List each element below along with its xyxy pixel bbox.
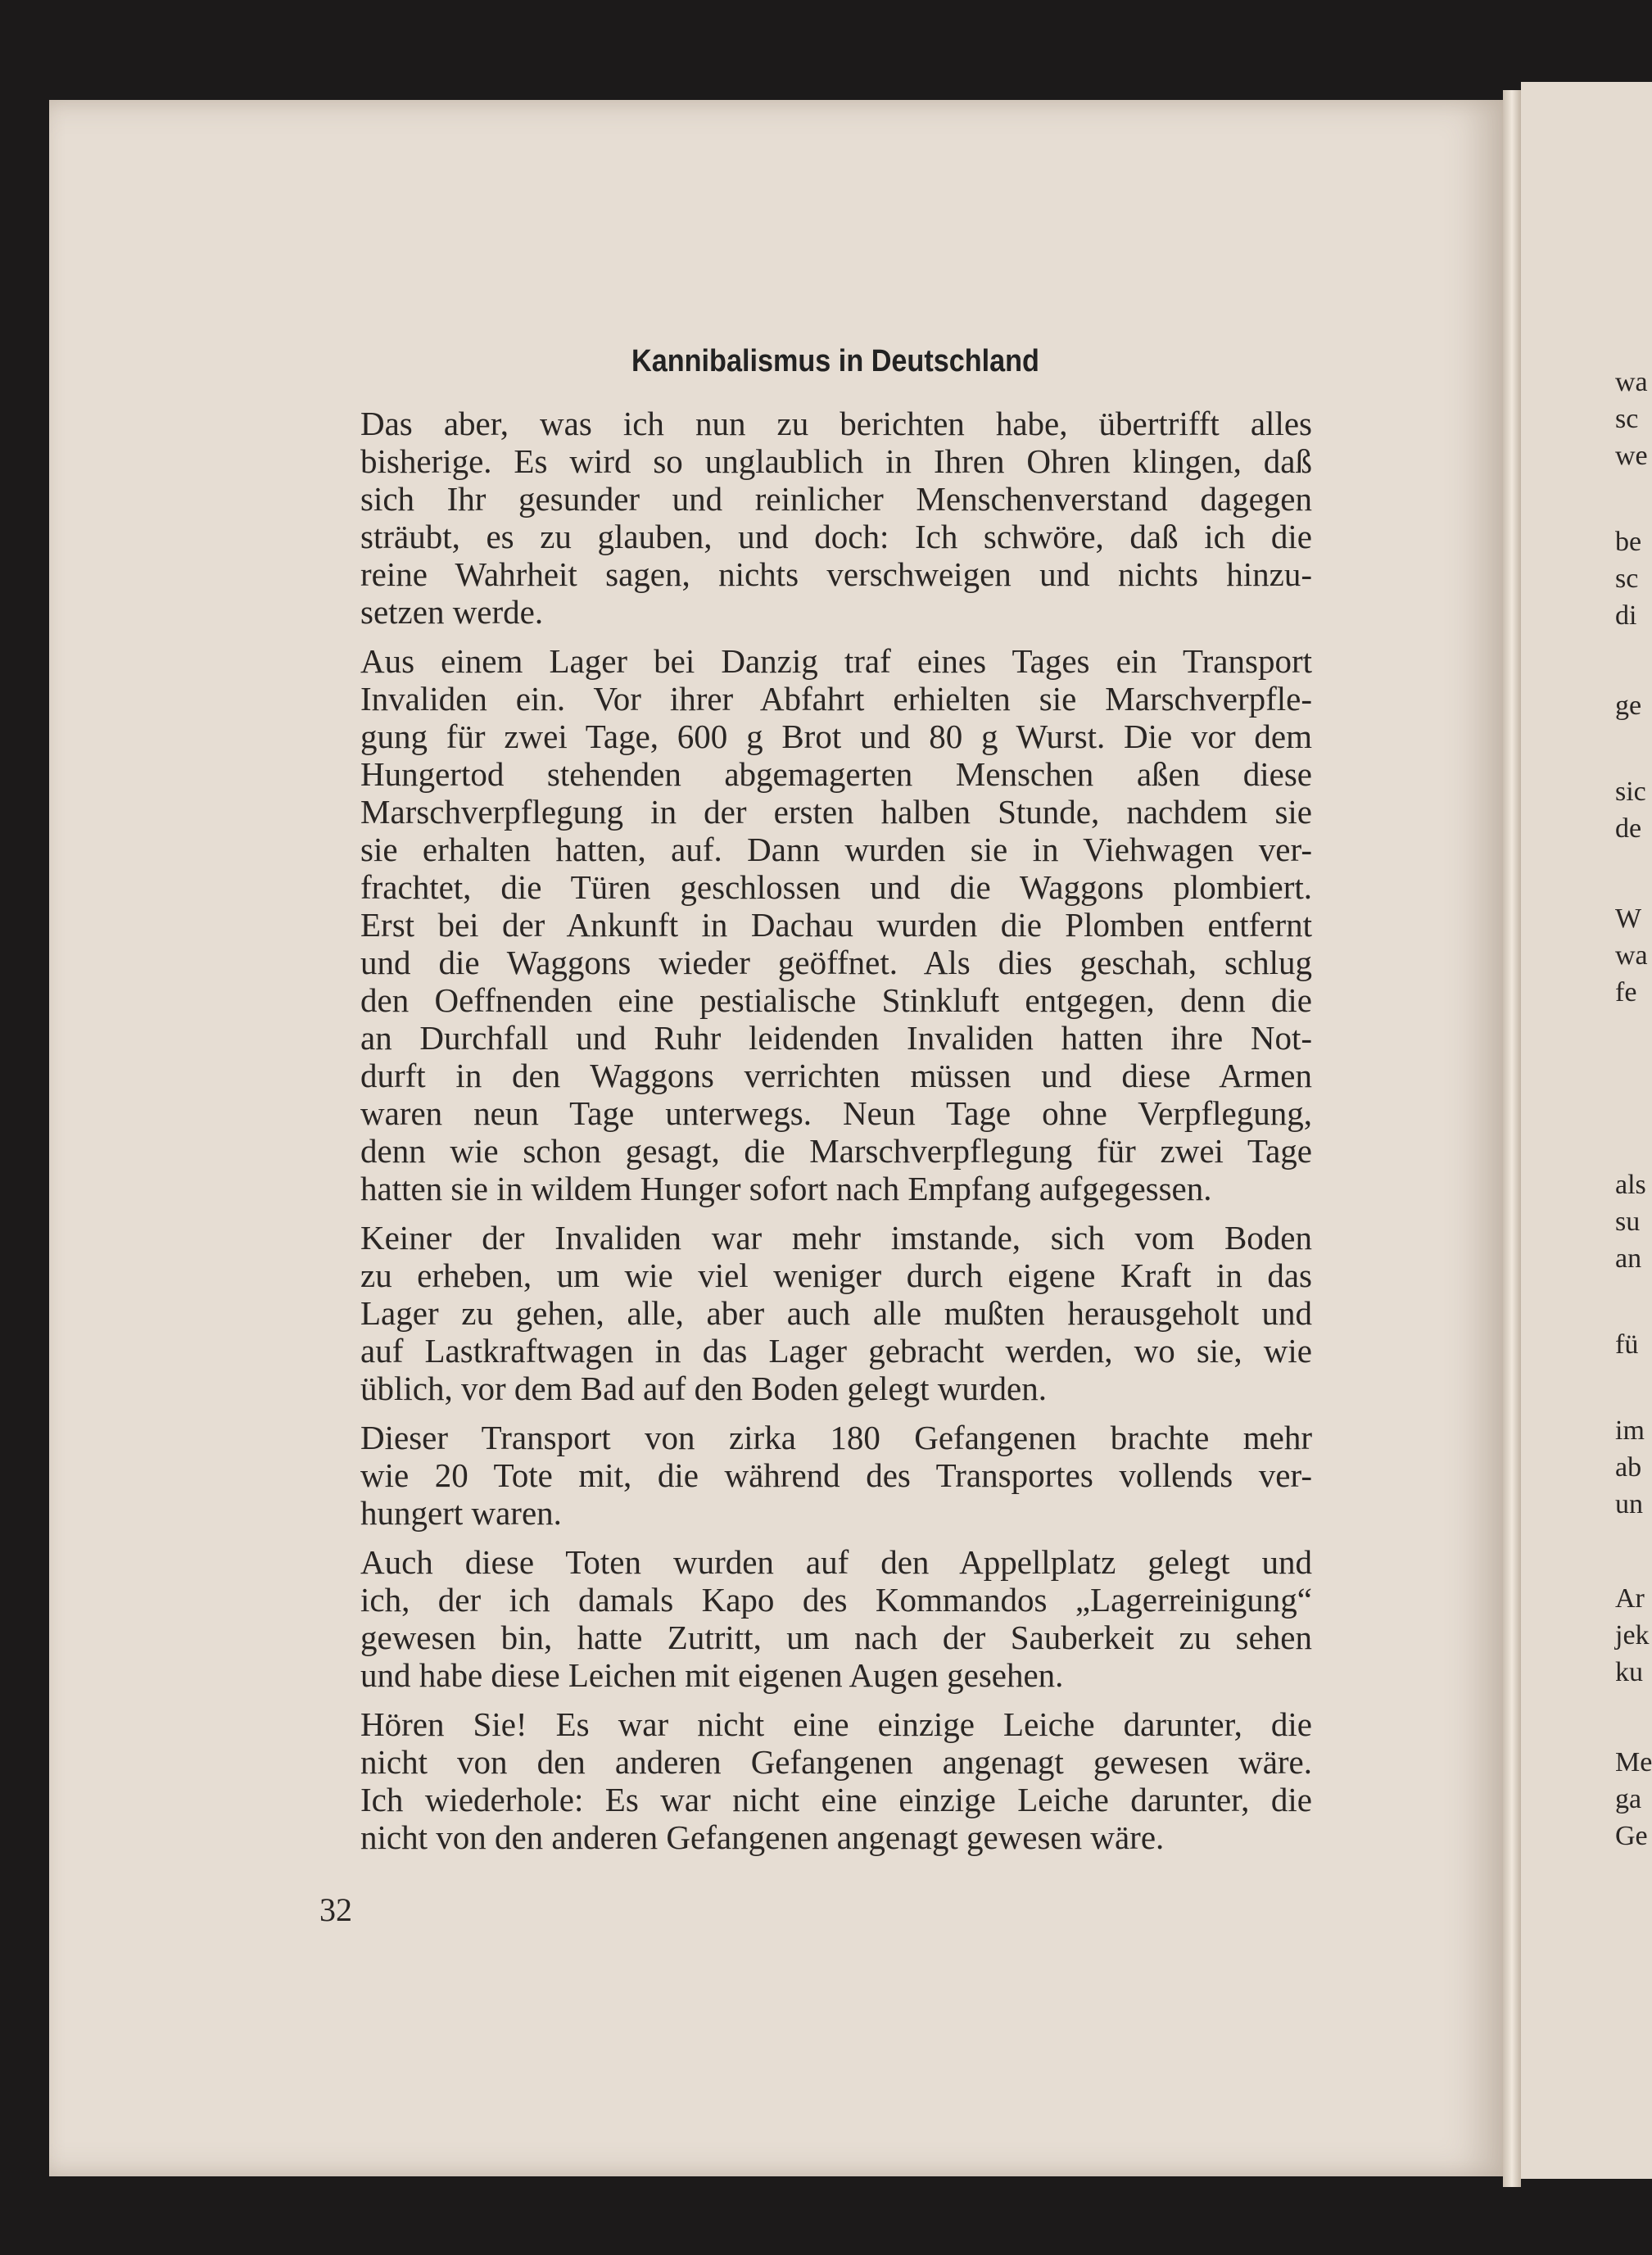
facing-page-text: ga bbox=[1615, 1784, 1642, 1814]
text-line: setzen werde. bbox=[360, 593, 544, 631]
text-line: an Durchfall und Ruhr leidenden Invaliden hatten ihre Not- bbox=[360, 1019, 1312, 1057]
facing-page-text: sic bbox=[1615, 777, 1646, 807]
facing-page-text: su bbox=[1615, 1207, 1641, 1237]
paragraph bbox=[360, 642, 1312, 1207]
facing-page-text: we bbox=[1615, 441, 1648, 471]
facing-page-text: Ge bbox=[1615, 1821, 1648, 1851]
book-spine bbox=[1503, 90, 1521, 2187]
text-line: Auch diese Toten wurden auf den Appellplatz gelegt und bbox=[360, 1543, 1312, 1581]
text-line: Invaliden ein. Vor ihrer Abfahrt erhielten sie Marschverpfle- bbox=[360, 680, 1312, 718]
facing-page-text: sc bbox=[1615, 404, 1639, 434]
facing-page-text: ge bbox=[1615, 691, 1642, 721]
text-line: sträubt, es zu glauben, und doch: Ich schwöre, daß ich die bbox=[360, 518, 1312, 555]
facing-page-text: als bbox=[1615, 1170, 1646, 1200]
facing-page-text: ku bbox=[1615, 1657, 1643, 1687]
text-line: Ich wiederhole: Es war nicht eine einzige Leiche darunter, die bbox=[360, 1781, 1312, 1818]
paragraph bbox=[360, 1543, 1312, 1694]
text-line: Erst bei der Ankunft in Dachau wurden die Plomben entfernt bbox=[360, 906, 1312, 944]
text-line: Marschverpflegung in der ersten halben Stunde, nachdem sie bbox=[360, 793, 1312, 831]
page-number: 32 bbox=[319, 1891, 352, 1928]
paragraph bbox=[360, 1705, 1312, 1856]
text-line: nicht von den anderen Gefangenen angenagt gewesen wäre. bbox=[360, 1743, 1312, 1781]
text-line: sich Ihr gesunder und reinlicher Menschenverstand dagegen bbox=[360, 480, 1312, 518]
text-line: Hören Sie! Es war nicht eine einzige Leiche darunter, die bbox=[360, 1705, 1312, 1743]
text-line: Hungertod stehenden abgemagerten Menschen aßen diese bbox=[360, 755, 1312, 793]
facing-page-text: Ar bbox=[1615, 1583, 1645, 1614]
facing-page-text: jek bbox=[1615, 1620, 1650, 1650]
facing-page-text: fe bbox=[1615, 977, 1637, 1008]
facing-page-text: wa bbox=[1615, 940, 1648, 971]
text-line: gewesen bin, hatte Zutritt, um nach der Sauberkeit zu sehen bbox=[360, 1619, 1312, 1656]
text-line: den Oeffnenden eine pestialische Stinkluft entgegen, denn die bbox=[360, 981, 1312, 1019]
text-line: zu erheben, um wie viel weniger durch eigene Kraft in das bbox=[360, 1257, 1312, 1294]
text-line: und die Waggons wieder geöffnet. Als dies geschah, schlug bbox=[360, 944, 1312, 981]
text-line: bisherige. Es wird so unglaublich in Ihren Ohren klingen, daß bbox=[360, 442, 1312, 480]
text-line: hungert waren. bbox=[360, 1494, 562, 1532]
facing-page-text: W bbox=[1615, 903, 1642, 934]
text-line: sie erhalten hatten, auf. Dann wurden sie in Viehwagen ver- bbox=[360, 831, 1312, 868]
text-line: auf Lastkraftwagen in das Lager gebracht werden, wo sie, wie bbox=[360, 1332, 1312, 1370]
facing-page-text: im bbox=[1615, 1415, 1645, 1446]
facing-page-text: be bbox=[1615, 527, 1642, 557]
facing-page-text: fü bbox=[1615, 1329, 1639, 1360]
text-line: denn wie schon gesagt, die Marschverpflegung für zwei Tage bbox=[360, 1132, 1312, 1170]
facing-page-text: de bbox=[1615, 813, 1642, 844]
text-line: Dieser Transport von zirka 180 Gefangenen brachte mehr bbox=[360, 1419, 1312, 1456]
text-line: hatten sie in wildem Hunger sofort nach Empfang aufgegessen. bbox=[360, 1170, 1212, 1207]
text-line: reine Wahrheit sagen, nichts verschweigen und nichts hinzu- bbox=[360, 555, 1312, 593]
text-line: wie 20 Tote mit, die während des Transportes vollends ver- bbox=[360, 1456, 1312, 1494]
text-line: Aus einem Lager bei Danzig traf eines Tages ein Transport bbox=[360, 642, 1312, 680]
text-line: Keiner der Invaliden war mehr imstande, sich vom Boden bbox=[360, 1219, 1312, 1257]
facing-page-text: un bbox=[1615, 1489, 1643, 1519]
text-line: Lager zu gehen, alle, aber auch alle mußten herausgeholt und bbox=[360, 1294, 1312, 1332]
text-line: nicht von den anderen Gefangenen angenagt gewesen wäre. bbox=[360, 1818, 1165, 1856]
text-line: Das aber, was ich nun zu berichten habe, übertrifft alles bbox=[360, 405, 1312, 442]
paragraph bbox=[360, 405, 1312, 631]
facing-page-text: an bbox=[1615, 1243, 1642, 1274]
text-line: ich, der ich damals Kapo des Kommandos „Lagerreinigung“ bbox=[360, 1581, 1312, 1619]
text-line: gung für zwei Tage, 600 g Brot und 80 g Wurst. Die vor dem bbox=[360, 718, 1312, 755]
text-line: frachtet, die Türen geschlossen und die Waggons plombiert. bbox=[360, 868, 1312, 906]
paragraph bbox=[360, 1219, 1312, 1407]
facing-page-text: di bbox=[1615, 600, 1637, 631]
text-line: waren neun Tage unterwegs. Neun Tage ohne Verpflegung, bbox=[360, 1094, 1312, 1132]
paragraph bbox=[360, 1419, 1312, 1532]
facing-page-text: ab bbox=[1615, 1452, 1642, 1483]
text-line: durft in den Waggons verrichten müssen und diese Armen bbox=[360, 1057, 1312, 1094]
facing-page-text: wa bbox=[1615, 367, 1648, 397]
text-line: üblich, vor dem Bad auf den Boden gelegt wurden. bbox=[360, 1370, 1047, 1407]
body-text bbox=[360, 405, 1312, 1868]
facing-page-text: Me bbox=[1615, 1747, 1652, 1777]
chapter-title: Kannibalismus in Deutschland bbox=[631, 344, 1039, 378]
text-line: und habe diese Leichen mit eigenen Augen gesehen. bbox=[360, 1656, 1064, 1694]
facing-page-text: sc bbox=[1615, 564, 1639, 594]
